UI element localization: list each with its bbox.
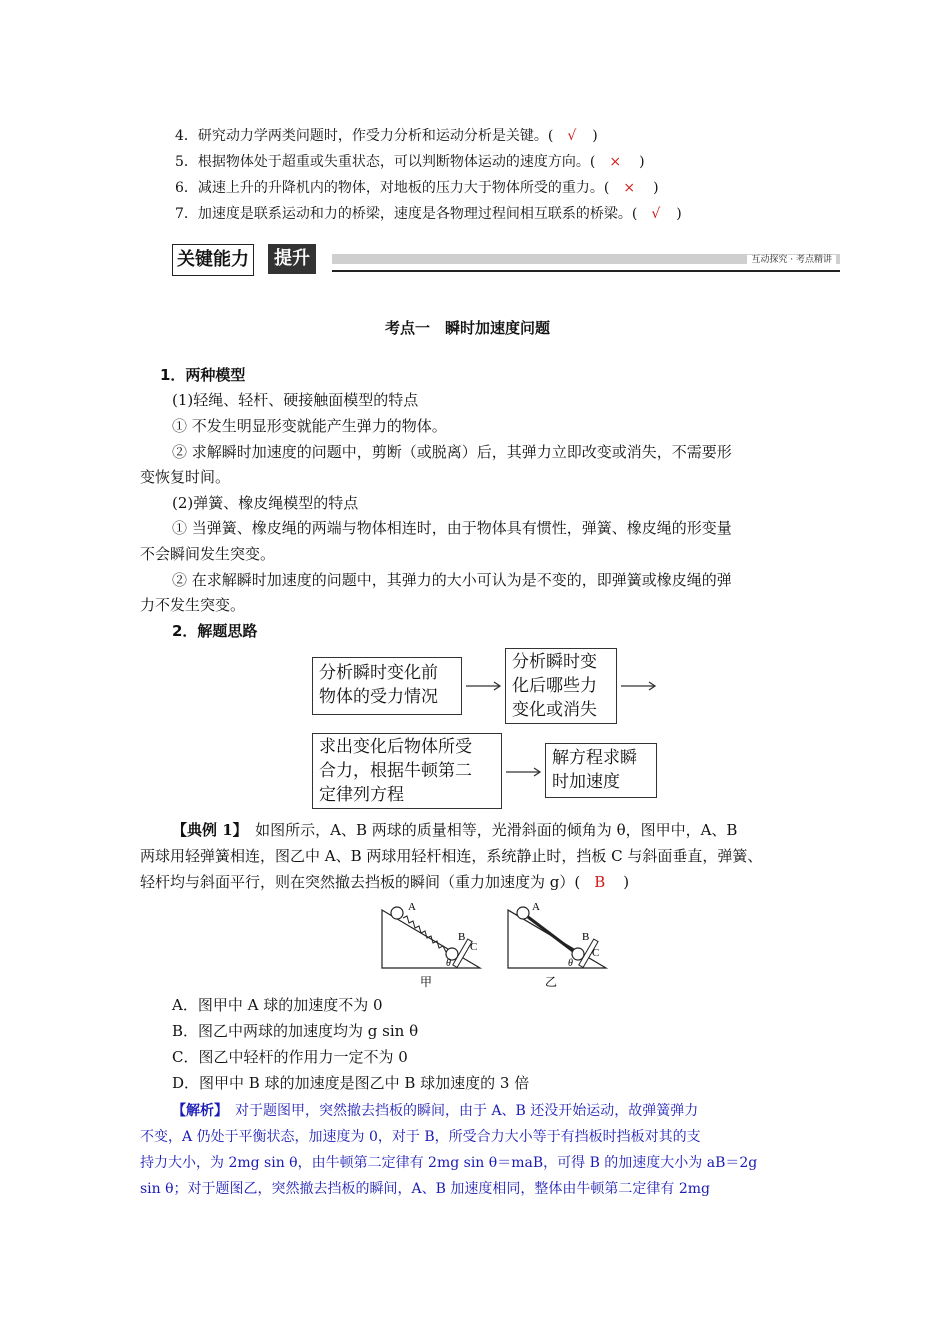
judgment-text: 5．根据物体处于超重或失重状态，可以判断物体运动的速度方向。( xyxy=(175,154,596,170)
label-b: B xyxy=(458,931,466,943)
flow-text: 分析瞬时变 xyxy=(512,652,597,672)
paragraph: (1)轻绳、轻杆、硬接触面模型的特点 xyxy=(172,391,419,409)
label-c: C xyxy=(470,941,478,953)
paragraph: 不会瞬间发生突变。 xyxy=(140,545,276,563)
cross-mark: × xyxy=(609,154,622,170)
label-b: B xyxy=(582,931,590,943)
check-mark: √ xyxy=(651,206,661,222)
flow-box-before xyxy=(312,657,462,715)
flow-text: 化后哪些力 xyxy=(512,676,597,696)
flow-box-solve xyxy=(545,743,657,798)
figure-jia xyxy=(382,901,480,989)
judgment-7 xyxy=(175,204,682,224)
example-text: 轻杆均与斜面平行，则在突然撤去挡板的瞬间（重力加速度为 g）( xyxy=(140,873,581,891)
example-text: 如图所示，A、B 两球的质量相等，光滑斜面的倾角为 θ，图甲中，A、B xyxy=(240,821,738,839)
paragraph: ② 在求解瞬时加速度的问题中，其弹力的大小可认为是不变的，即弹簧或橡皮绳的弹 xyxy=(172,571,732,589)
rod xyxy=(528,917,573,951)
flow-text: 变化或消失 xyxy=(512,700,597,720)
paren-close: ) xyxy=(639,154,645,170)
judgment-text: 6．减速上升的升降机内的物体，对地板的压力大于物体所受的重力。( xyxy=(175,180,610,196)
paren-close: ) xyxy=(676,206,682,222)
label-c: C xyxy=(592,947,600,959)
paragraph: (2)弹簧、橡皮绳模型的特点 xyxy=(172,494,359,512)
analysis-line-2: 不变，A 仍处于平衡状态，加速度为 0，对于 B，所受合力大小等于有挡板时挡板对其的支 xyxy=(140,1129,701,1145)
option-d: D．图甲中 B 球的加速度是图乙中 B 球加速度的 3 倍 xyxy=(172,1074,530,1092)
example-line-2: 两球用轻弹簧相连，图乙中 A、B 两球用轻杆相连，系统静止时，挡板 C 与斜面垂直，弹簧、 xyxy=(140,847,763,865)
analysis-line-1 xyxy=(172,1101,698,1121)
section-banner xyxy=(172,244,840,276)
check-mark: √ xyxy=(567,128,577,144)
paren-close: ) xyxy=(623,873,630,891)
arrow-icon xyxy=(462,676,506,696)
paren-close: ) xyxy=(653,180,659,196)
label-a: A xyxy=(408,901,416,913)
judgment-6 xyxy=(175,178,659,198)
caption-jia: 甲 xyxy=(420,975,433,989)
incline-figure xyxy=(370,898,620,994)
paragraph: ① 当弹簧、橡皮绳的两端与物体相连时，由于物体具有惯性，弹簧、橡皮绳的形变量 xyxy=(172,519,732,537)
example-line-3 xyxy=(140,872,629,892)
label-theta: θ xyxy=(446,958,451,969)
spring xyxy=(403,916,446,952)
banner-title: 关键能力 xyxy=(172,244,254,276)
option-a: A．图甲中 A 球的加速度不为 0 xyxy=(172,996,383,1014)
analysis-line-4: sin θ；对于题图乙，突然撤去挡板的瞬间，A、B 加速度相同，整体由牛顿第二定律有 2mg xyxy=(140,1181,710,1197)
judgment-5 xyxy=(175,152,645,172)
flow-text: 合力，根据牛顿第二 xyxy=(319,761,472,781)
flow-text: 定律列方程 xyxy=(319,785,404,805)
heading-two-models: 1．两种模型 xyxy=(160,366,246,384)
judgment-text: 4．研究动力学两类问题时，作受力分析和运动分析是关键。( xyxy=(175,128,554,144)
banner-highlight: 提升 xyxy=(268,244,316,274)
flow-text: 求出变化后物体所受 xyxy=(319,737,472,757)
flow-text: 物体的受力情况 xyxy=(319,687,438,707)
paragraph: 力不发生突变。 xyxy=(140,596,246,614)
analysis-text: 对于题图甲，突然撤去挡板的瞬间，由于 A、B 还没开始运动，故弹簧弹力 xyxy=(221,1103,699,1119)
judgment-text: 7．加速度是联系运动和力的桥梁，速度是各物理过程间相互联系的桥梁。( xyxy=(175,206,638,222)
example-tag: 【典例 1】 xyxy=(172,821,241,839)
banner-subtitle: 互动探究 · 考点精讲 xyxy=(747,255,836,265)
arrow-icon xyxy=(617,676,661,696)
flow-box-equation xyxy=(312,733,502,809)
caption-yi: 乙 xyxy=(545,975,558,989)
option-b: B．图乙中两球的加速度均为 g sin θ xyxy=(172,1022,419,1040)
option-c: C．图乙中轻杆的作用力一定不为 0 xyxy=(172,1048,408,1066)
ball-a xyxy=(391,907,403,919)
flow-text: 解方程求瞬 xyxy=(552,748,637,768)
paren-close: ) xyxy=(592,128,598,144)
paragraph: 变恢复时间。 xyxy=(140,468,231,486)
label-theta: θ xyxy=(568,958,573,969)
heading-solution-steps: 2．解题思路 xyxy=(172,622,258,640)
ball-a xyxy=(517,907,529,919)
judgment-4 xyxy=(175,126,598,146)
analysis-tag: 【解析】 xyxy=(172,1103,221,1119)
flow-box-after xyxy=(505,648,617,724)
answer-mark: B xyxy=(594,873,606,891)
paragraph: ① 不发生明显形变就能产生弹力的物体。 xyxy=(172,417,447,435)
figure-yi xyxy=(508,901,606,989)
label-a: A xyxy=(532,901,540,913)
example-line-1 xyxy=(172,820,737,840)
section-title: 考点一 瞬时加速度问题 xyxy=(385,319,551,337)
cross-mark: × xyxy=(623,180,636,196)
arrow-icon xyxy=(502,762,546,782)
flow-text: 时加速度 xyxy=(552,772,620,792)
banner-underline xyxy=(332,270,840,272)
paragraph: ② 求解瞬时加速度的问题中，剪断（或脱离）后，其弹力立即改变或消失，不需要形 xyxy=(172,443,732,461)
analysis-line-3: 持力大小，为 2mg sin θ，由牛顿第二定律有 2mg sin θ＝maB，可得 B 的加速度大小为 aB＝2g xyxy=(140,1155,758,1171)
flow-text: 分析瞬时变化前 xyxy=(319,663,438,683)
